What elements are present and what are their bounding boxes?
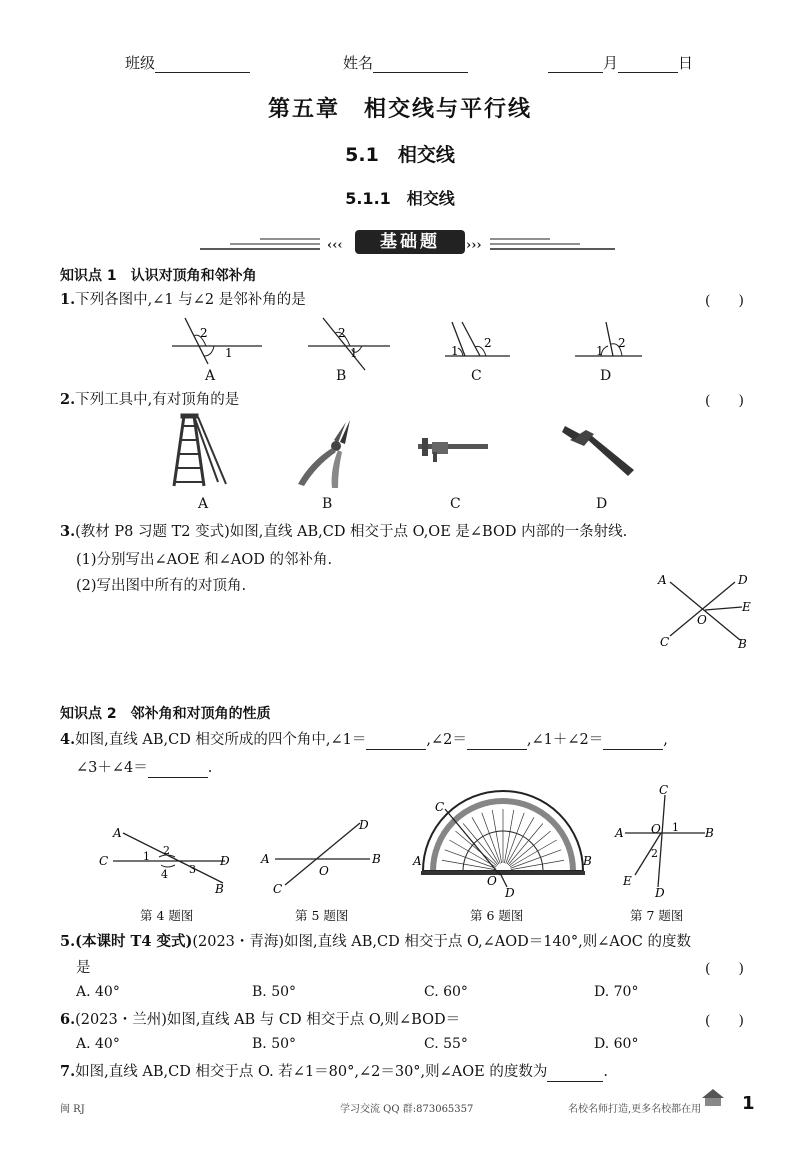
publisher-logo-icon [700, 1086, 726, 1108]
q2-option-b[interactable]: B [322, 496, 333, 512]
q3-label-c: C [660, 635, 670, 649]
question-3-part-1: (1)分别写出∠AOE 和∠AOD 的邻补角. [76, 552, 333, 568]
section-title: 5.1 相交线 [345, 144, 455, 166]
subsection-title: 5.1.1 相交线 [345, 189, 455, 208]
svg-text:1: 1 [596, 344, 604, 358]
question-1: 1.下列各图中,∠1 与∠2 是邻补角的是 [60, 291, 306, 308]
name-blank[interactable] [373, 58, 468, 73]
svg-text:‹‹‹: ‹‹‹ [327, 238, 343, 253]
q4-blank-4[interactable] [148, 763, 208, 778]
svg-text:C: C [659, 785, 669, 797]
svg-text:›››: ››› [466, 238, 482, 253]
figure-7-caption: 第 7 题图 [630, 908, 684, 923]
svg-text:O: O [651, 822, 661, 836]
figures-row [95, 785, 735, 900]
chapter-title: 第五章 相交线与平行线 [267, 97, 532, 122]
q4-blank-3[interactable] [603, 735, 663, 750]
svg-text:A: A [113, 826, 122, 840]
hammer-icon [562, 426, 634, 476]
q4-blank-1[interactable] [366, 735, 426, 750]
question-3-part-2: (2)写出图中所有的对顶角. [76, 578, 247, 594]
q1-figure-c [445, 322, 510, 358]
svg-text:1: 1 [672, 821, 679, 834]
figure-6-protractor [412, 791, 592, 900]
svg-text:E: E [623, 874, 632, 888]
q1-option-a[interactable]: A [205, 368, 216, 384]
svg-text:O: O [319, 864, 329, 878]
name-field: 姓名 [343, 52, 468, 73]
svg-text:1: 1 [451, 344, 459, 358]
q6-answer-paren[interactable]: ( ) [705, 1013, 744, 1029]
q3-label-d: D [738, 573, 748, 587]
svg-text:O: O [487, 874, 497, 888]
q3-label-a: A [658, 573, 667, 587]
ladder-icon [174, 414, 226, 486]
q3-label-e: E [742, 600, 751, 614]
q5-option-b[interactable]: B. 50° [252, 984, 297, 1000]
q6-option-b[interactable]: B. 50° [252, 1036, 297, 1052]
svg-text:D: D [655, 886, 665, 900]
class-field: 班级 [125, 52, 250, 73]
svg-text:1: 1 [225, 346, 233, 360]
q1-figure-d [575, 322, 642, 358]
svg-text:2: 2 [338, 326, 346, 340]
month-blank[interactable] [548, 58, 603, 73]
svg-text:2: 2 [200, 326, 208, 340]
day-blank[interactable] [618, 58, 678, 73]
svg-text:C: C [99, 854, 109, 868]
question-5-cont: 是 [76, 960, 91, 976]
svg-text:D: D [505, 886, 515, 900]
question-4-line-2: ∠3＋∠4＝ . [76, 760, 213, 776]
figure-5-caption: 第 5 题图 [295, 908, 349, 923]
question-3: 3.(教材 P8 习题 T2 变式)如图,直线 AB,CD 相交于点 O,OE 是∠BOD 内部的一条射线. [60, 523, 628, 540]
svg-text:B: B [583, 854, 592, 868]
svg-text:2: 2 [618, 336, 626, 350]
question-5: 5.(本课时 T4 变式)(2023・青海)如图,直线 AB,CD 相交于点 O,∠AOD＝140°,则∠AOC 的度数 [60, 933, 691, 950]
q3-label-b: B [738, 637, 747, 651]
date-field: 月 日 [548, 52, 693, 73]
question-6: 6.(2023・兰州)如图,直线 AB 与 CD 相交于点 O,则∠BOD＝ [60, 1011, 461, 1028]
q5-answer-paren[interactable]: ( ) [705, 961, 744, 977]
svg-text:3: 3 [189, 863, 196, 876]
question-2: 2.下列工具中,有对顶角的是 [60, 391, 240, 408]
q6-option-c[interactable]: C. 55° [424, 1036, 468, 1052]
q6-option-d[interactable]: D. 60° [594, 1036, 639, 1052]
page-number: 1 [742, 1093, 755, 1114]
svg-text:2: 2 [651, 847, 658, 860]
figure-7 [614, 785, 714, 900]
question-4-line-1: 4.如图,直线 AB,CD 相交所成的四个角中,∠1＝ ,∠2＝ ,∠1＋∠2＝ , [60, 731, 668, 748]
figure-4-caption: 第 4 题图 [140, 908, 194, 923]
q1-answer-paren[interactable]: ( ) [705, 293, 744, 309]
svg-text:D: D [220, 854, 230, 868]
figure-4 [99, 826, 230, 896]
svg-text:2: 2 [484, 336, 492, 350]
svg-text:C: C [435, 800, 445, 814]
svg-text:2: 2 [163, 844, 170, 857]
q3-figure [650, 568, 760, 656]
svg-text:B: B [215, 882, 224, 896]
svg-text:B: B [705, 826, 714, 840]
pliers-icon [298, 420, 350, 488]
svg-text:A: A [261, 852, 270, 866]
q6-option-a[interactable]: A. 40° [76, 1036, 120, 1052]
basic-questions-banner [190, 229, 620, 257]
q4-blank-2[interactable] [467, 735, 527, 750]
caliper-icon [418, 438, 488, 462]
figure-5 [260, 818, 381, 896]
footer-qq-group: 学习交流 QQ 群:873065357 [340, 1104, 474, 1115]
q5-option-d[interactable]: D. 70° [594, 984, 639, 1000]
banner-label: 基础题 [355, 230, 465, 254]
footer-slogan: 名校名师打造,更多名校都在用 [568, 1104, 702, 1115]
q2-answer-paren[interactable]: ( ) [705, 393, 744, 409]
q1-option-d[interactable]: D [600, 368, 612, 384]
q5-option-c[interactable]: C. 60° [424, 984, 468, 1000]
q2-option-a[interactable]: A [198, 496, 209, 512]
question-7: 7.如图,直线 AB,CD 相交于点 O. 若∠1＝80°,∠2＝30°,则∠AOE 的度数为 . [60, 1063, 608, 1080]
q2-option-c[interactable]: C [450, 496, 461, 512]
knowledge-point-2: 知识点 2 邻补角和对顶角的性质 [60, 706, 271, 722]
svg-text:C: C [273, 882, 283, 896]
svg-text:1: 1 [143, 850, 150, 863]
q1-figure-a [172, 318, 262, 364]
figure-6-caption: 第 6 题图 [470, 908, 524, 923]
class-blank[interactable] [155, 58, 250, 73]
knowledge-point-1: 知识点 1 认识对顶角和邻补角 [60, 268, 257, 284]
q2-tool-figures [160, 412, 650, 492]
svg-text:4: 4 [161, 868, 168, 881]
q3-label-o: O [697, 613, 707, 627]
q2-option-d[interactable]: D [596, 496, 608, 512]
q1-figure-b [308, 318, 390, 370]
svg-text:B: B [372, 852, 381, 866]
svg-text:A: A [615, 826, 624, 840]
svg-text:D: D [359, 818, 369, 832]
q7-blank[interactable] [547, 1067, 603, 1082]
q1-option-b[interactable]: B [336, 368, 347, 384]
svg-text:A: A [413, 854, 422, 868]
footer-edition: 闽 RJ [60, 1104, 85, 1115]
q5-option-a[interactable]: A. 40° [76, 984, 120, 1000]
svg-text:1: 1 [350, 346, 358, 360]
q1-option-c[interactable]: C [471, 368, 482, 384]
